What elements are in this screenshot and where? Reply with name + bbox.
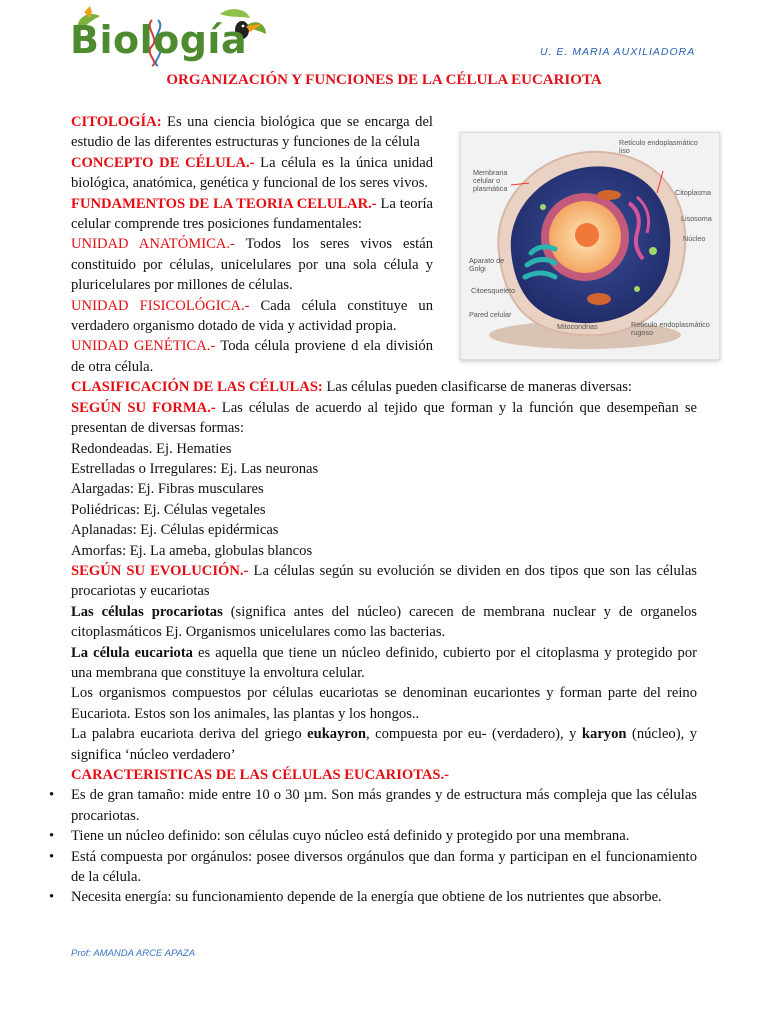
bullet-text: Es de gran tamaño: mide entre 10 o 30 µm. Son más grandes y de estructura más compleja que las células procariotas. bbox=[71, 787, 697, 824]
footer-author: Prof: AMANDA ARCE APAZA bbox=[71, 948, 196, 959]
forma-label: SEGÚN SU FORMA.- bbox=[71, 399, 216, 416]
anatomica-text: Todos los seres vivos están constituido por células, unicelulares por una sola célula y pluricelulares por millones de células. bbox=[71, 236, 434, 294]
label-citoplasma: Citoplasma bbox=[675, 188, 711, 197]
logo-text: Biología bbox=[70, 18, 248, 62]
eucariota-label: La célula eucariota bbox=[71, 644, 193, 661]
evolucion-label: SEGÚN SU EVOLUCIÓN.- bbox=[71, 562, 249, 579]
label-membrana: Membrana celular o plasmática bbox=[473, 168, 508, 193]
list-item bbox=[49, 887, 697, 907]
label-mitocondrias: Mitocondrias bbox=[557, 322, 598, 331]
intro-column bbox=[71, 112, 433, 377]
citologia-paragraph bbox=[71, 112, 433, 153]
clasificacion-paragraph bbox=[71, 377, 697, 397]
fisiologica-label: UNIDAD FISICOLÓGICA.- bbox=[71, 297, 250, 314]
bullet-icon: • bbox=[49, 787, 55, 804]
procariotas-label: Las células procariotas bbox=[71, 603, 223, 620]
fundamentos-label: FUNDAMENTOS DE LA TEORIA CELULAR.- bbox=[71, 195, 377, 212]
forma-paragraph bbox=[71, 398, 697, 439]
label-golgi: Aparato de Golgi bbox=[469, 256, 505, 273]
list-item bbox=[49, 785, 697, 826]
bullet-text: Está compuesta por orgánulos: posee diversos orgánulos que dan forma y participan en el funcionamiento de la célula. bbox=[71, 848, 697, 886]
fundamentos-text: La teoría celular comprende tres posiciones fundamentales: bbox=[71, 195, 433, 233]
caracteristicas-title: CARACTERISTICAS DE LAS CÉLULAS EUCARIOTAS.- bbox=[71, 767, 450, 783]
palabra-text-c: , compuesta por eu- (verdadero), y bbox=[366, 726, 582, 743]
label-pared: Pared celular bbox=[469, 310, 512, 319]
label-reticulo-liso: Retículo endoplasmático liso bbox=[619, 138, 698, 155]
genetica-paragraph bbox=[71, 336, 433, 377]
concepto-text: La célula es la única unidad biológica, anatómica, genética y funcional de los seres vivos. bbox=[71, 154, 433, 192]
palabra-eukayron: eukayron bbox=[307, 726, 367, 743]
label-nucleo: Núcleo bbox=[683, 234, 706, 243]
eucariota-text: es aquella que tiene un núcleo definido, cubierto por el citoplasma y protegido por una membrana que constituye la envoltura celular. bbox=[71, 644, 697, 681]
bullet-icon: • bbox=[49, 889, 55, 906]
form-item: Alargadas: Ej. Fibras musculares bbox=[71, 481, 264, 498]
document-body bbox=[49, 112, 698, 908]
evolucion-paragraph bbox=[71, 561, 697, 602]
genetica-label: UNIDAD GENÉTICA.- bbox=[71, 338, 216, 355]
concepto-paragraph bbox=[71, 153, 433, 194]
form-item: Amorfas: Ej. La ameba, globulas blancos bbox=[71, 542, 313, 559]
genetica-text: Toda célula proviene d ela división de otra célula. bbox=[71, 338, 433, 375]
form-item: Poliédricas: Ej. Células vegetales bbox=[71, 501, 266, 518]
list-item bbox=[49, 847, 697, 888]
form-item: Estrelladas o Irregulares: Ej. Las neuronas bbox=[71, 460, 319, 477]
palabra-paragraph bbox=[71, 724, 697, 765]
palabra-karyon: karyon bbox=[581, 726, 627, 743]
label-citoesqueleto: Citoesqueleto bbox=[471, 286, 515, 295]
list-item bbox=[49, 826, 697, 846]
evolucion-text: La células según su evolución se dividen en dos tipos que son las células procariotas y eucariotas bbox=[71, 562, 697, 600]
citologia-label: CITOLOGÍA: bbox=[71, 114, 162, 130]
fisiologica-paragraph bbox=[71, 296, 433, 337]
anatomica-label: UNIDAD ANATÓMICA.- bbox=[71, 236, 235, 253]
form-item: Aplanadas: Ej. Células epidérmicas bbox=[71, 522, 279, 539]
school-name: U. E. MARIA AUXILIADORA bbox=[540, 46, 696, 58]
procariotas-paragraph bbox=[71, 602, 697, 643]
caracteristicas-list bbox=[49, 785, 697, 907]
form-item: Redondeadas. Ej. Hematies bbox=[71, 440, 232, 457]
label-lisosoma: Lisosoma bbox=[681, 214, 712, 223]
organismos-paragraph: Los organismos compuestos por células eucariotas se denominan eucariontes y forman parte del reino Eucariota. Estos son los animales, las plantas y los hongos.. bbox=[71, 685, 697, 722]
fisiologica-text: Cada célula constituye un verdadero organismo dotado de vida y actividad propia. bbox=[71, 297, 433, 335]
concepto-label: CONCEPTO DE CÉLULA.- bbox=[71, 154, 255, 171]
anatomica-paragraph bbox=[71, 234, 433, 295]
biologia-logo bbox=[70, 4, 270, 70]
bullet-text: Necesita energía: su funcionamiento depende de la energía que obtiene de los nutrientes que absorbe. bbox=[71, 889, 662, 906]
label-reticulo-rugoso: Retículo endoplasmático rugoso bbox=[631, 320, 710, 337]
clasificacion-text: Las células pueden clasificarse de maneras diversas: bbox=[322, 379, 632, 396]
palabra-text-e: (núcleo), y significa ‘núcleo verdadero’ bbox=[71, 726, 697, 763]
eucariota-paragraph bbox=[71, 643, 697, 684]
document-title: ORGANIZACIÓN Y FUNCIONES DE LA CÉLULA EUCARIOTA bbox=[166, 72, 602, 88]
bullet-icon: • bbox=[49, 848, 55, 865]
forma-text: Las células de acuerdo al tejido que forman y la función que desempeñan se presentan de diversas formas: bbox=[71, 399, 698, 437]
citologia-text: Es una ciencia biológica que se encarga del estudio de las diferentes estructuras y funciones de la célula bbox=[71, 114, 433, 151]
fundamentos-paragraph bbox=[71, 194, 433, 235]
bullet-icon: • bbox=[49, 828, 55, 845]
bullet-text: Tiene un núcleo definido: son células cuyo núcleo está definido y protegido por una membrana. bbox=[71, 828, 630, 845]
palabra-text-a: La palabra eucariota deriva del griego bbox=[71, 726, 308, 743]
procariotas-text: (significa antes del núcleo) carecen de membrana nuclear y de organelos citoplasmáticos Ej. Organismos unicelulares como las bacterias. bbox=[71, 603, 697, 641]
clasificacion-label: CLASIFICACIÓN DE LAS CÉLULAS: bbox=[71, 379, 323, 396]
